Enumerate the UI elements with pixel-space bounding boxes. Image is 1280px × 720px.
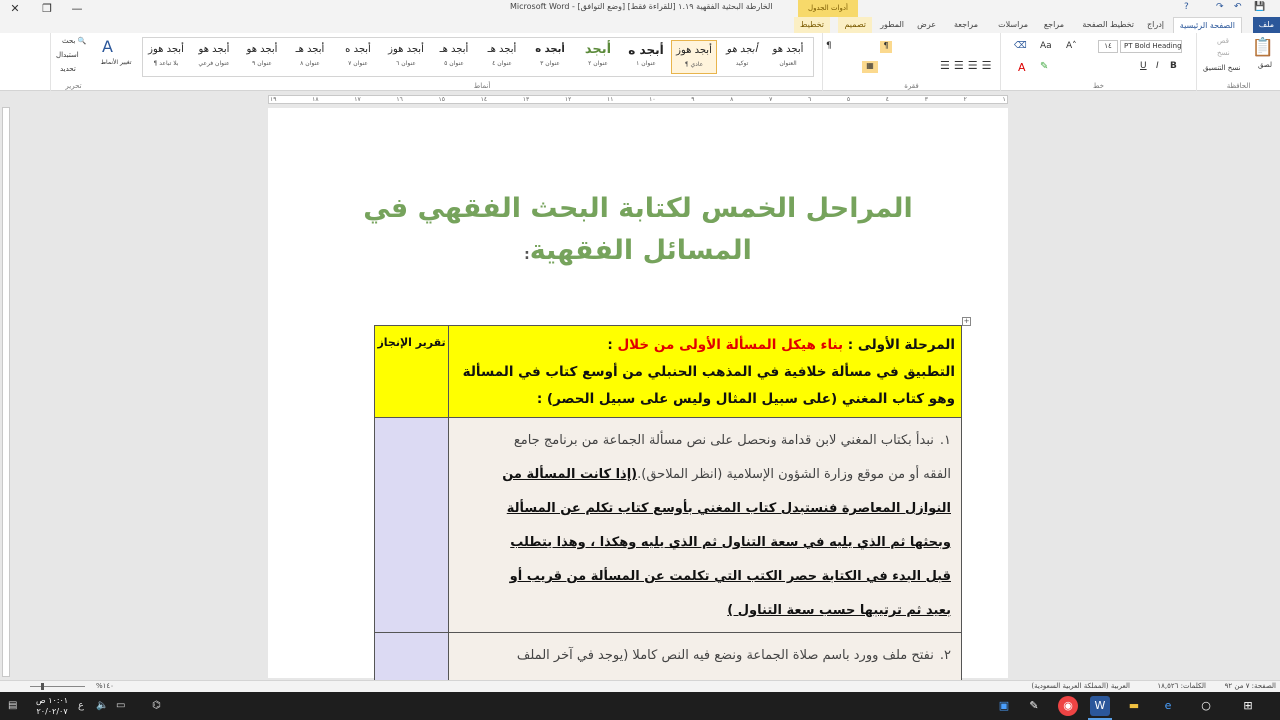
clock-date: ٢٠/٠٢/٠٧ — [36, 707, 68, 716]
style-heading-7[interactable]: أبجد ه عنوان ٧ — [345, 44, 371, 67]
ruler-number: ١٥ — [438, 96, 445, 103]
title-bar — [0, 0, 1280, 17]
achievement-report-header[interactable]: تقرير الإنجاز — [375, 326, 449, 418]
grow-font-icon[interactable]: A˄ — [1066, 41, 1077, 51]
style-normal[interactable]: أبجد هوز ¶ عادي — [671, 40, 717, 74]
style-heading-3[interactable]: أبجد ه عنوان ٣ — [535, 44, 565, 67]
stage-description: التطبيق في مسألة خلافية في المذهب الحنبلي من أوسع كتاب في المسألة وهو كتاب المغني (على سبيل المثال وليس على سبيل الحصر) : — [462, 364, 955, 407]
font-group-label: خط — [1093, 82, 1104, 90]
ruler-number: ٢ — [963, 96, 967, 103]
zoom-app-icon[interactable]: ▣ — [998, 699, 1010, 712]
paragraph-group-label: فقرة — [904, 82, 919, 90]
ruler-number: ١٧ — [354, 96, 361, 103]
find-button[interactable]: بحث 🔍 — [62, 37, 87, 45]
underline-button[interactable]: U — [1140, 61, 1147, 71]
tab-view[interactable]: عرض — [917, 20, 936, 29]
ruler-number: ١٢ — [564, 96, 572, 103]
minimize-button[interactable]: — — [71, 2, 83, 15]
ruler-number: ١٩ — [270, 96, 277, 103]
tab-layout[interactable]: تخطيط — [794, 17, 830, 33]
align-icons[interactable]: ☰☰☰☰ — [940, 59, 996, 72]
change-styles-icon[interactable]: A — [102, 37, 113, 56]
style-subtitle[interactable]: أبجد هو عنوان فرعي — [198, 44, 230, 67]
tab-home[interactable]: الصفحة الرئيسية — [1173, 17, 1242, 33]
save-icon[interactable]: 💾 — [1254, 2, 1266, 12]
tab-review[interactable]: مراجعة — [953, 20, 978, 29]
clock-time: ١٠:٠١ ص — [36, 696, 69, 705]
clear-format-icon[interactable]: ⌫ — [1014, 41, 1027, 51]
network-icon[interactable]: ▭ — [116, 700, 126, 711]
clipboard-group — [1196, 33, 1280, 91]
rtl-direction-icon[interactable]: ¶ — [880, 41, 892, 53]
ribbon — [0, 33, 1280, 91]
title-colon: : — [524, 247, 530, 263]
step-1-note: (إذا كانت المسألة من النوازل المعاصرة فنستبدل كتاب المغني بأوسع كتاب تكلم عن المسألة وبحثها ثم الذي يليه في سعة التناول ثم الذي يليه وهكذا ، وهذا يتطلب قبل البدء في الكتابة حصر الكتب التي تكلمت عن المسألة من قريب أو بعيد ثم ترتيبها حسب سعة التناول ) — [502, 467, 951, 618]
wifi-icon[interactable]: ⌬ — [152, 700, 161, 711]
highlight-icon[interactable]: ✎ — [1040, 61, 1049, 72]
select-button[interactable]: تحديد — [60, 65, 76, 73]
tab-file[interactable]: ملف — [1253, 17, 1280, 33]
stage-title-red: بناء هيكل المسألة الأولى من خلال — [617, 337, 844, 353]
style-emphasis[interactable]: أبجد هو توكيد — [726, 44, 758, 67]
app-icon[interactable]: ✎ — [1029, 699, 1039, 712]
ribbon-tabs — [0, 17, 1280, 33]
tab-mailings[interactable]: مراسلات — [998, 20, 1028, 29]
step-1-report-cell[interactable] — [375, 418, 449, 633]
ruler-number: ١ — [1002, 96, 1006, 103]
file-explorer-icon[interactable]: ▬ — [1128, 699, 1140, 712]
ruler-number: ١٠ — [649, 96, 656, 103]
show-marks-icon[interactable]: ¶ — [826, 41, 832, 51]
step-1-cell[interactable] — [449, 418, 962, 633]
style-heading-9[interactable]: أبجد هو عنوان ٩ — [246, 44, 278, 67]
find-label: بحث — [62, 37, 76, 45]
style-heading-4[interactable]: أبجد هـ عنوان ٤ — [487, 44, 517, 67]
ruler-number: ٦ — [807, 96, 812, 103]
ruler-number: ١٣ — [522, 96, 530, 103]
step-2-text: نفتح ملف وورد باسم صلاة الجماعة ونضع فيه النص كاملا (يوجد في آخر الملف — [516, 648, 934, 663]
step-1-text: نبدأ بكتاب المغني لابن قدامة ونحصل على نص مسألة الجماعة من برنامج جامع الفقه أو من موقع وزارة الشؤون الإسلامية (انظر الملاحق). — [513, 433, 951, 482]
table-tools-header: أدوات الجدول — [798, 0, 858, 17]
document-page[interactable] — [268, 108, 1008, 678]
ruler-number: ١٦ — [396, 96, 403, 103]
style-heading-5[interactable]: أبجد هـ عنوان ٥ — [439, 44, 469, 67]
table-row — [375, 418, 962, 633]
document-title-text: المراحل الخمس لكتابة البحث الفقهي في المسائل الفقهية — [363, 193, 913, 266]
language-indicator-tray[interactable]: ع — [78, 700, 84, 711]
ruler-number: ٥ — [846, 96, 851, 103]
ruler-number: ٤ — [885, 96, 890, 103]
tab-developer[interactable]: المطور — [880, 20, 904, 29]
font-size-select[interactable]: ١٤ — [1098, 40, 1118, 53]
edge-icon[interactable]: e — [1164, 699, 1172, 712]
restore-button[interactable]: ❐ — [42, 2, 52, 15]
zoom-level[interactable]: %١٤٠ — [96, 682, 114, 690]
ruler-number: ٨ — [730, 96, 734, 103]
tab-page-layout[interactable]: تخطيط الصفحة — [1082, 20, 1134, 29]
italic-button[interactable]: I — [1156, 61, 1159, 71]
zoom-slider-thumb[interactable] — [41, 683, 44, 690]
close-button[interactable]: ✕ — [10, 2, 20, 15]
change-case-icon[interactable]: Aa — [1040, 41, 1052, 51]
window-title: الخارطة البحثية الفقهية ١.١٩ [للقراءة فقط] [وضع التوافق] - Microsoft Word — [510, 2, 773, 11]
step-number: ١. — [939, 433, 951, 448]
stage-colon: : — [607, 337, 618, 353]
table-header-row — [375, 326, 962, 418]
style-title[interactable]: أبجد هو العنوان — [772, 44, 804, 67]
ruler-numbers — [270, 95, 1006, 104]
tab-design[interactable]: تصميم — [838, 17, 872, 33]
style-no-spacing[interactable]: أبجد هوز ¶ بلا تباعد — [148, 44, 184, 67]
taskbar — [0, 692, 1280, 720]
style-heading-8[interactable]: أبجد هـ عنوان ٨ — [295, 44, 325, 67]
copy-button[interactable]: نسخ — [1217, 49, 1230, 57]
document-title[interactable] — [348, 188, 928, 276]
format-painter-button[interactable]: نسخ التنسيق — [1203, 64, 1241, 72]
styles-group — [142, 33, 822, 91]
font-name-select[interactable]: PT Bold Heading — [1120, 40, 1182, 53]
search-icon[interactable]: ○ — [1201, 699, 1211, 712]
stages-table — [374, 325, 962, 712]
help-icon[interactable]: ? — [1184, 2, 1189, 12]
vertical-ruler[interactable] — [2, 107, 10, 677]
horizontal-ruler[interactable] — [0, 91, 1280, 107]
cut-button[interactable]: قص — [1217, 37, 1229, 45]
chrome-icon[interactable]: ◉ — [1058, 696, 1078, 716]
clipboard-group-label: الحافظة — [1226, 82, 1251, 90]
language-indicator[interactable]: العربية (المملكة العربية السعودية) — [1031, 682, 1130, 690]
ruler-number: ٧ — [769, 96, 773, 103]
style-heading-6[interactable]: أبجد هوز عنوان ٦ — [388, 44, 424, 67]
undo-icon[interactable]: ↶ — [1234, 2, 1242, 12]
bold-button[interactable]: B — [1170, 61, 1177, 71]
ruler-number: ١٨ — [312, 96, 319, 103]
start-icon[interactable]: ⊞ — [1243, 699, 1253, 712]
replace-button[interactable]: استبدال — [56, 51, 79, 59]
redo-icon[interactable]: ↷ — [1216, 2, 1224, 12]
table-move-handle[interactable]: + — [963, 317, 970, 325]
ruler-number: ٣ — [924, 96, 928, 103]
tab-references[interactable]: مراجع — [1043, 20, 1064, 29]
ruler-number: ١١ — [607, 96, 614, 103]
stage-label: المرحلة الأولى — [857, 337, 955, 353]
header-main-cell[interactable] — [449, 326, 962, 418]
change-styles-button[interactable]: تغيير الأنماط — [100, 59, 132, 66]
zoom-slider[interactable] — [30, 686, 85, 687]
status-bar — [0, 680, 1280, 692]
step-number: ٢. — [939, 648, 951, 663]
style-heading-2[interactable]: أبجد عنوان ٢ — [584, 42, 612, 67]
word-icon[interactable]: W — [1090, 696, 1110, 716]
word-count[interactable]: الكلمات: ١٨,٥٢٦ — [1157, 682, 1206, 690]
page-count[interactable]: الصفحة: ٧ من ٩٢ — [1224, 682, 1276, 690]
font-color-icon[interactable]: A — [1018, 61, 1026, 74]
shading-icon[interactable]: ▦ — [862, 61, 878, 73]
ruler-number: ١٤ — [480, 96, 488, 103]
tab-insert[interactable]: إدراج — [1146, 20, 1164, 29]
paste-icon[interactable]: 📋 — [1251, 37, 1275, 58]
stage-sep: : — [843, 337, 858, 353]
system-clock[interactable] — [36, 695, 68, 717]
paste-button[interactable]: لصق — [1257, 61, 1273, 69]
ruler-number: ٩ — [691, 96, 695, 103]
editing-group-label: تحرير — [65, 82, 82, 90]
styles-group-label: أنماط — [473, 82, 491, 90]
style-heading-1[interactable]: أبجد ه عنوان ١ — [628, 43, 664, 67]
volume-icon[interactable]: 🔈 — [96, 700, 109, 711]
notifications-icon[interactable]: ▤ — [8, 700, 18, 711]
